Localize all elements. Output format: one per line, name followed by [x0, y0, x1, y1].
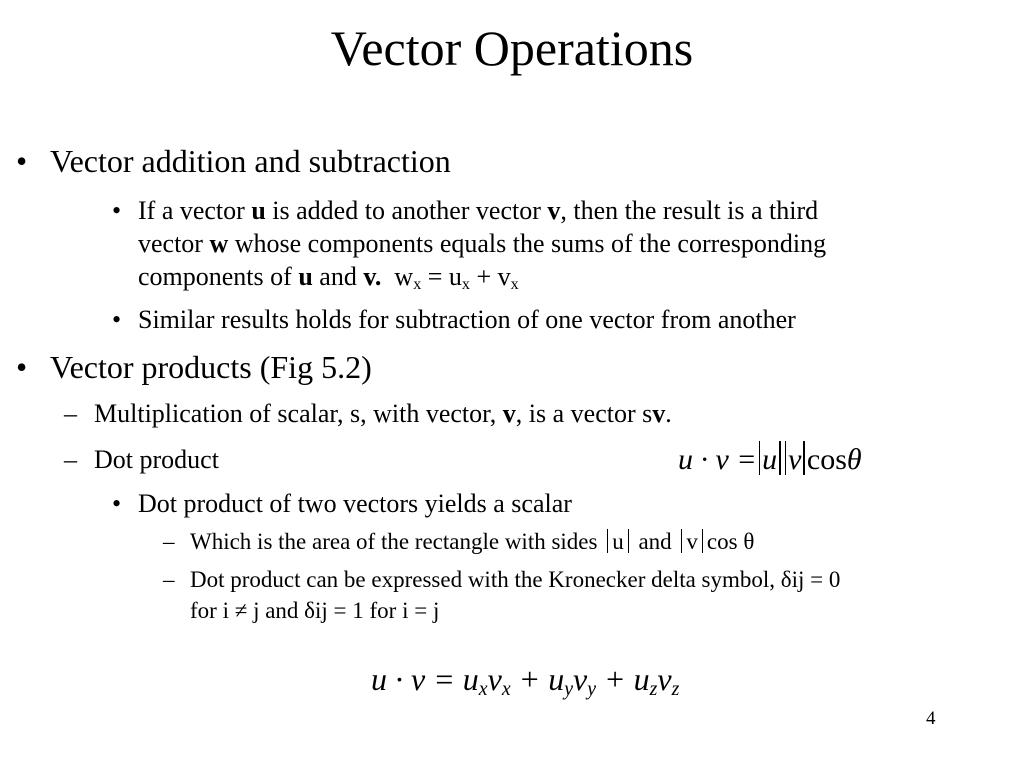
- dot-product-label: Dot product: [94, 445, 219, 474]
- rectangle-area-text: Which is the area of the rectangle with sides u and v cos θ: [190, 529, 755, 554]
- heading-vector-products: Vector products (Fig 5.2): [50, 349, 372, 385]
- kronecker-delta-text: Dot product can be expressed with the Kronecker delta symbol, δij = 0 for i ≠ j and δij = 1 for i = j: [190, 567, 841, 623]
- sub-bullet-marker: •: [112, 489, 122, 518]
- dash-marker: –: [163, 529, 175, 554]
- sub-bullet-marker: •: [112, 196, 122, 225]
- component-dot-product-formula: $u \cdot v = u_xv_x + u_yv_y + u_zv_z$: [371, 661, 680, 700]
- dash-marker: –: [163, 567, 175, 592]
- dash-marker: –: [64, 445, 77, 474]
- addition-paragraph: If a vector u is added to another vector v, then the result is a third vector w whose components equals the sums of the corresponding components of u and v. $w_x = u_x + v_x$: [138, 196, 827, 294]
- bullet-marker: •: [16, 143, 28, 179]
- page-number: 4: [926, 708, 936, 729]
- heading-vector-addition: Vector addition and subtraction: [50, 143, 451, 179]
- slide-title: Vector Operations: [330, 20, 694, 76]
- scalar-multiplication-text: Multiplication of scalar, s, with vector, v, is a vector sv.: [94, 399, 672, 428]
- dash-marker: –: [64, 399, 77, 428]
- bullet-marker: •: [16, 349, 28, 385]
- dot-product-scalar-text: Dot product of two vectors yields a scalar: [138, 489, 572, 518]
- subtraction-text: Similar results holds for subtraction of one vector from another: [138, 305, 796, 334]
- addition-formula: $w_x = u_x + v_x$: [394, 262, 519, 294]
- sub-bullet-marker: •: [112, 305, 122, 334]
- dot-product-formula: u · v = u v cosθ: [678, 440, 862, 480]
